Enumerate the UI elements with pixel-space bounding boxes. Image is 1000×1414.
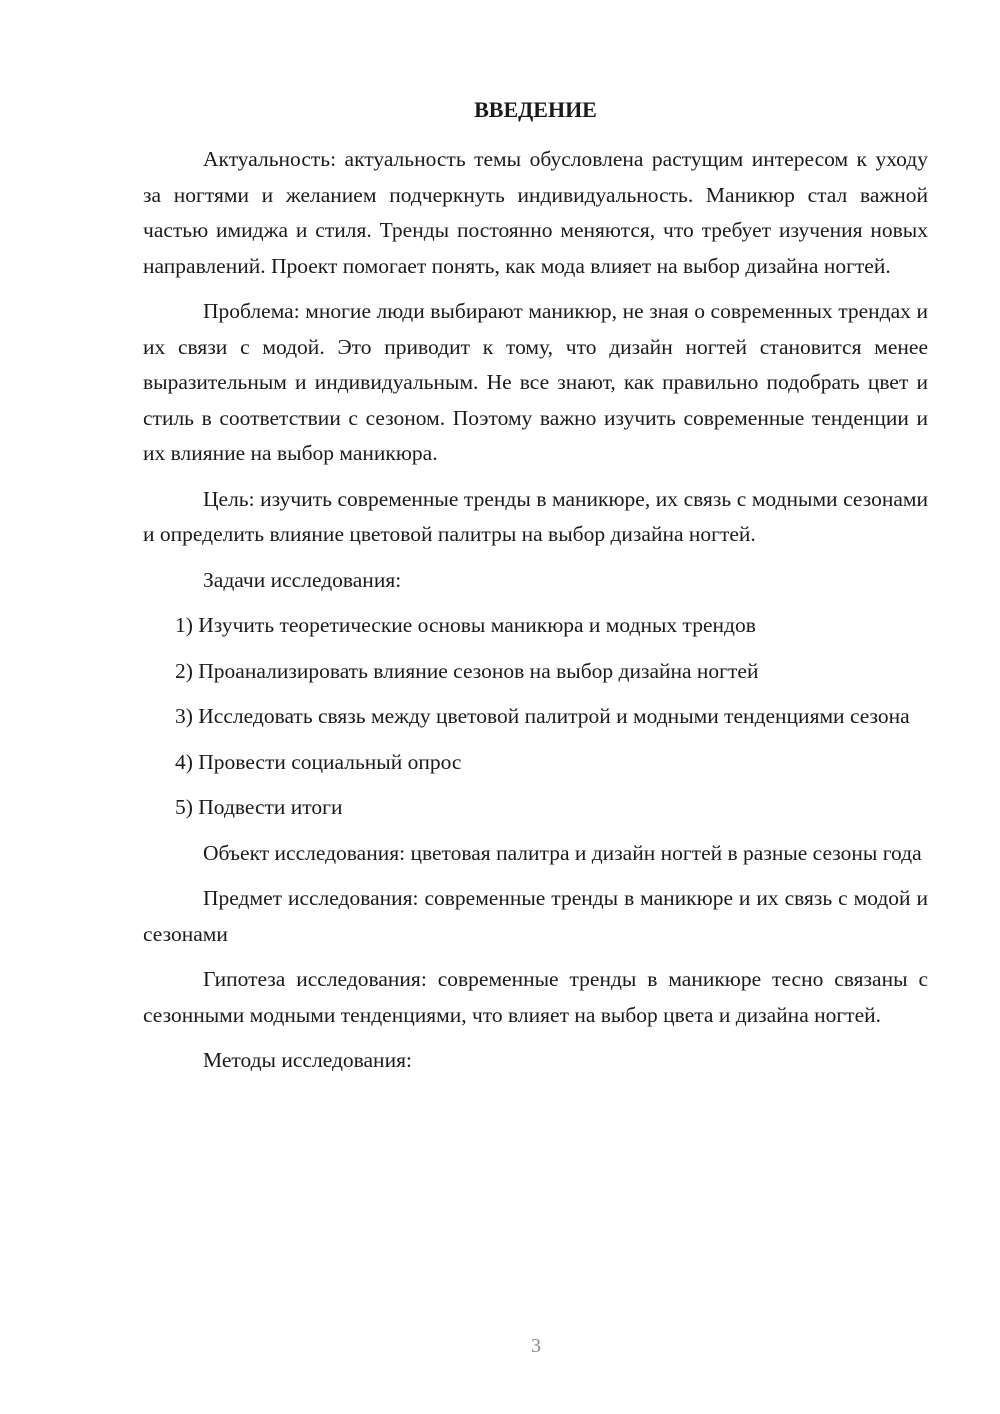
object-paragraph: Объект исследования: цветовая палитра и дизайн ногтей в разные сезоны года — [203, 840, 922, 865]
task-item-1: 1) Изучить теоретические основы маникюра и модных трендов — [175, 613, 756, 637]
task-item-3: 3) Исследовать связь между цветовой палитрой и модными тенденциями сезона — [175, 704, 910, 728]
hypothesis-paragraph: Гипотеза исследования: современные тренды в маникюре тесно связаны с сезонными модными тенденциями, что влияет на выбор цвета и дизайна ногтей. — [143, 967, 928, 1027]
document-page — [143, 96, 928, 1089]
methods-heading: Методы исследования: — [203, 1048, 412, 1072]
task-item-2: 2) Проанализировать влияние сезонов на выбор дизайна ногтей — [175, 658, 759, 683]
section-heading: ВВЕДЕНИЕ — [474, 97, 597, 122]
problem-paragraph: Проблема: многие люди выбирают маникюр, не зная о современных трендах и их связи с модой. Это приводит к тому, что дизайн ногтей становится менее выразительным и индивидуальным. Не все знают, как правильно подобрать цвет и стиль в соответствии с сезоном. Поэтому важно изучить современные тенденции и их влияние на выбор маникюра. — [143, 299, 928, 465]
page-number: 3 — [531, 1335, 541, 1357]
task-item-5: 5) Подвести итоги — [175, 795, 343, 819]
goal-paragraph: Цель: изучить современные тренды в маникюре, их связь с модными сезонами и определить влияние цветовой палитры на выбор дизайна ногтей. — [143, 486, 928, 546]
relevance-paragraph: Актуальность: актуальность темы обусловлена растущим интересом к уходу за ногтями и желанием подчеркнуть индивидуальность. Маникюр стал важной частью имиджа и стиля. Тренды постоянно меняются, что требует изучения новых направлений. Проект помогает понять, как мода влияет на выбор дизайна ногтей. — [143, 147, 928, 278]
task-item-4: 4) Провести социальный опрос — [175, 749, 462, 774]
tasks-heading: Задачи исследования: — [203, 567, 402, 592]
subject-paragraph: Предмет исследования: современные тренды в маникюре и их связь с модой и сезонами — [143, 886, 928, 946]
